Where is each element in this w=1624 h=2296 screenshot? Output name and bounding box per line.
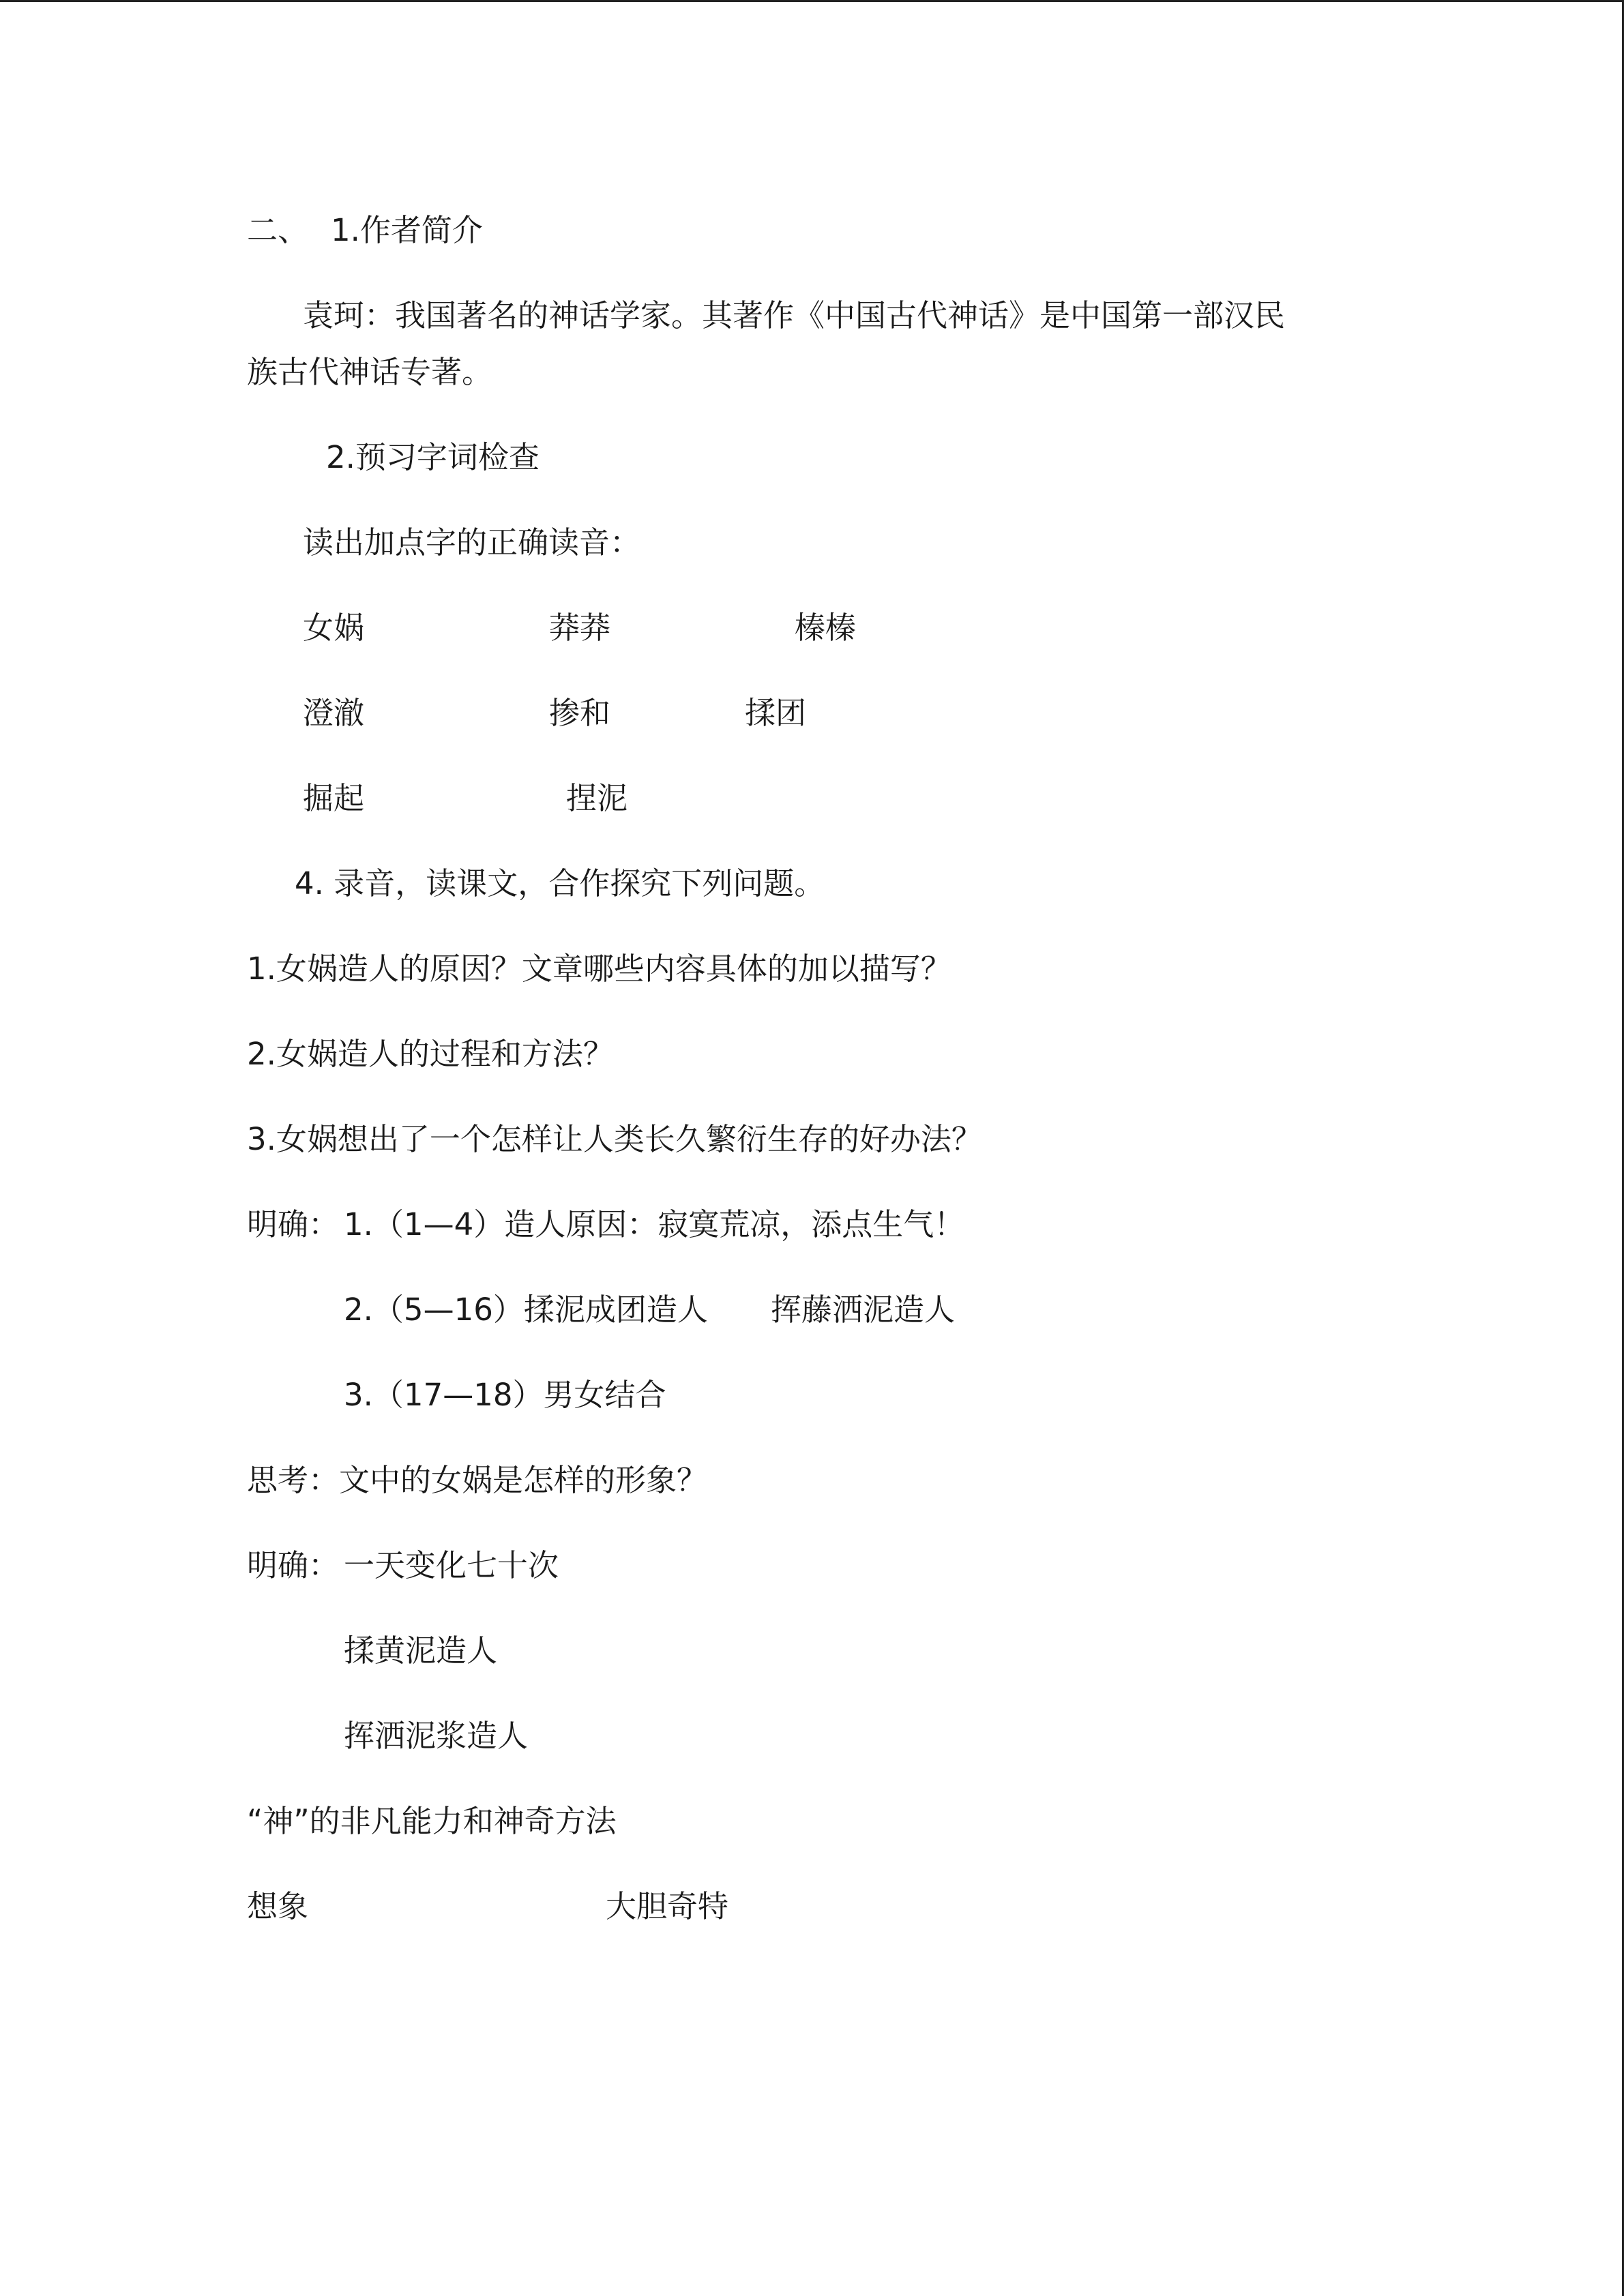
word-item: 莽莽	[549, 610, 611, 646]
question-2: 2.女娲造人的过程和方法？	[247, 1036, 614, 1072]
page-top-border	[0, 0, 1624, 2]
imagination-label: 想象	[247, 1888, 309, 1924]
word-item: 捏泥	[566, 780, 628, 816]
word-item: 掺和	[549, 695, 611, 731]
section-title: 1.作者简介	[331, 212, 483, 248]
answer2-label: 明确：	[247, 1547, 340, 1583]
preview-heading: 2.预习字词检查	[326, 439, 540, 475]
section-number: 二、	[247, 212, 309, 248]
question-1: 1.女娲造人的原因？文章哪些内容具体的加以描写？	[247, 951, 951, 987]
answer-item-2a: 2.（5—16）揉泥成团造人	[344, 1292, 708, 1328]
answer2-first: 一天变化七十次	[344, 1547, 559, 1583]
word-item: 掘起	[303, 780, 365, 816]
answer-label: 明确：	[247, 1206, 340, 1242]
word-item: 澄澈	[303, 695, 365, 731]
task-heading: 4. 录音，读课文，合作探究下列问题。	[295, 865, 825, 901]
imagination-value: 大胆奇特	[606, 1888, 729, 1924]
summary-line: “神”的非凡能力和神奇方法	[247, 1803, 617, 1839]
word-item: 榛榛	[795, 610, 857, 646]
answer2-second: 揉黄泥造人	[344, 1632, 498, 1669]
word-item: 女娲	[303, 610, 365, 646]
answer-item-1: 1.（1—4）造人原因：寂寞荒凉，添点生气！	[344, 1206, 965, 1242]
question-3: 3.女娲想出了一个怎样让人类长久繁衍生存的好办法？	[247, 1121, 982, 1157]
answer2-third: 挥洒泥浆造人	[344, 1718, 529, 1754]
thinking-question: 思考：文中的女娲是怎样的形象？	[247, 1462, 708, 1498]
author-intro-line-2: 族古代神话专著。	[247, 354, 493, 390]
answer-item-2b: 挥藤洒泥造人	[771, 1292, 956, 1328]
word-item: 揉团	[745, 695, 807, 731]
preview-instruction: 读出加点字的正确读音：	[303, 524, 641, 561]
author-intro-line-1: 袁珂：我国著名的神话学家。其著作《中国古代神话》是中国第一部汉民	[303, 297, 1286, 333]
answer-item-3: 3.（17—18）男女结合	[344, 1377, 666, 1413]
